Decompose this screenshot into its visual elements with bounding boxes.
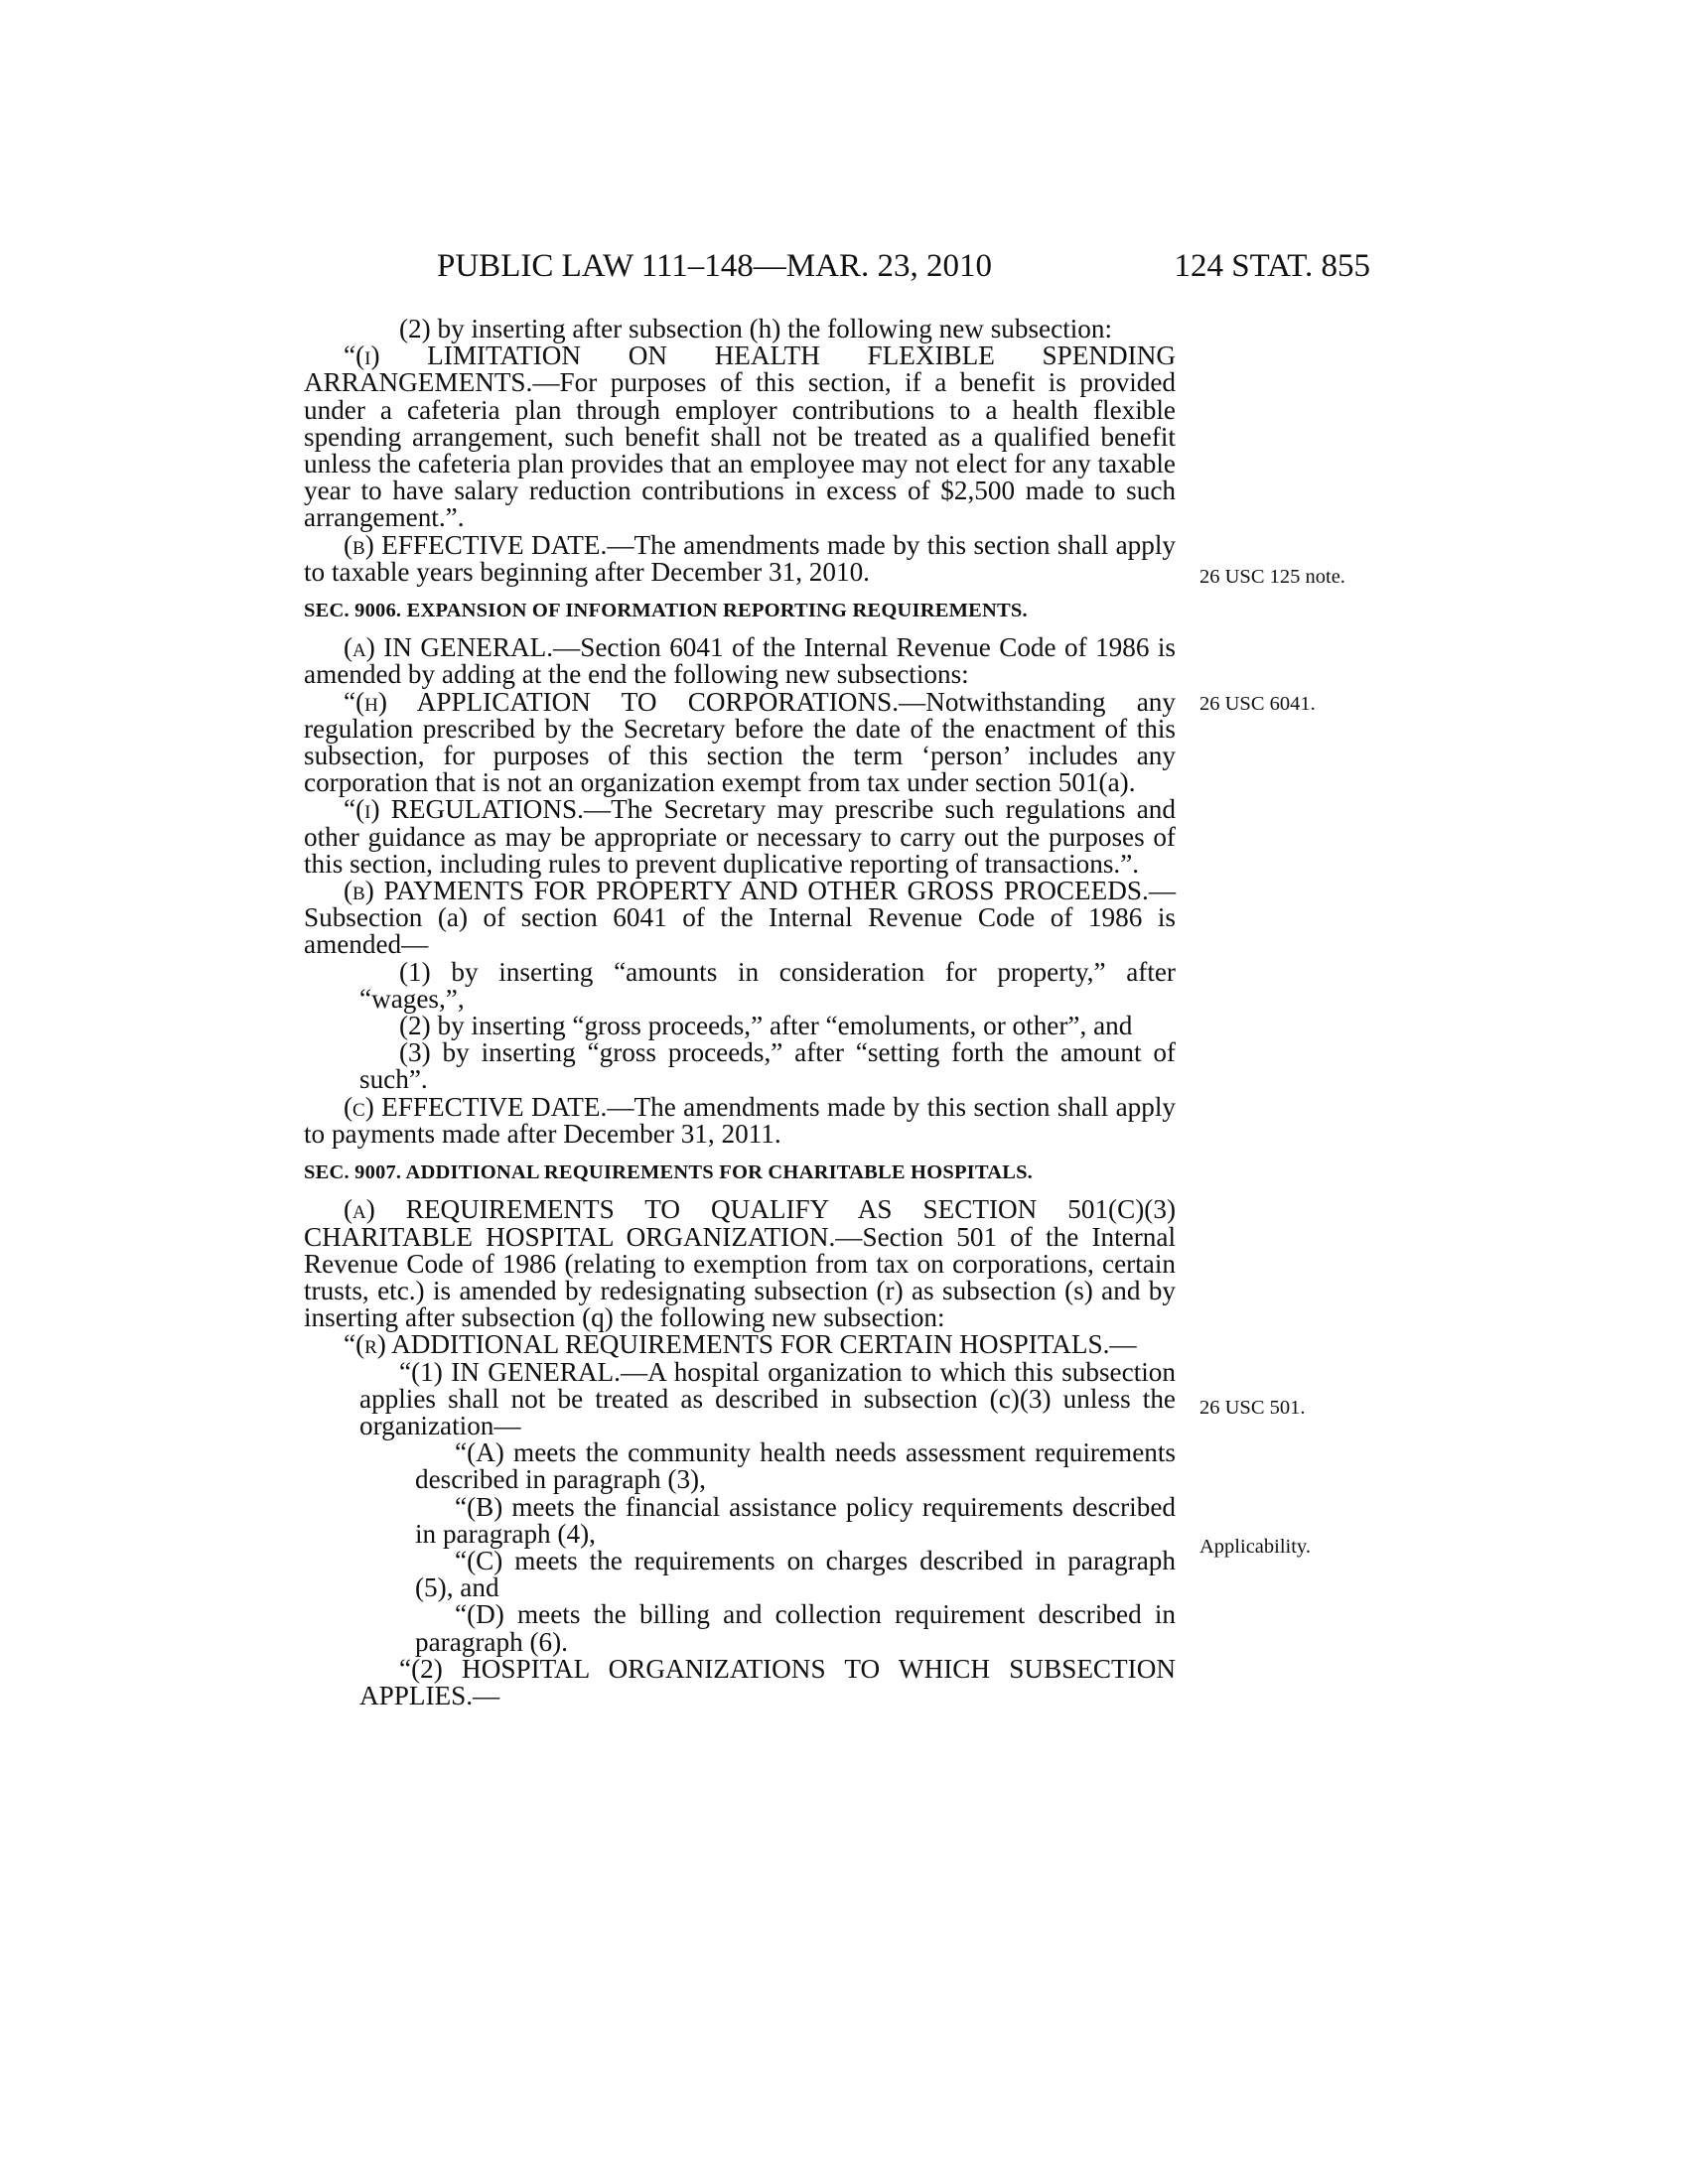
public-law-title: PUBLIC LAW 111–148—MAR. 23, 2010 [437,248,992,284]
paragraph-heading: “(h) APPLICATION TO CORPORATIONS. [344,686,899,717]
document-body [304,316,1176,1709]
paragraph [304,878,1176,959]
paragraph: (1) by inserting “amounts in consideration for property,” after “wages,”, [359,956,1176,1014]
paragraph-text: —Section 6041 of the Internal Revenue Code of 1986 is amended by adding at the end the following new subsections: [304,632,1177,690]
paragraph-heading: (b) EFFECTIVE DATE. [344,529,608,560]
paragraph-heading: (b) PAYMENTS FOR PROPERTY AND OTHER GROSS PROCEEDS. [344,876,1149,906]
paragraph-heading: (c) EFFECTIVE DATE. [344,1091,608,1122]
margin-note: 26 USC 6041. [1199,693,1316,715]
paragraph [304,686,1176,798]
paragraph-text: — Subsection (a) of section 6041 of the Internal Revenue Code of 1986 is amended— [304,876,1176,960]
paragraph: “(D) meets the billing and collection requirement described in paragraph (6). [415,1599,1176,1657]
section-heading: SEC. 9006. EXPANSION OF INFORMATION REPORTING REQUIREMENTS. [304,600,1028,622]
paragraph-text: —A hospital organization to which this subsection applies shall not be treated as described in subsection (c)(3) unless the organization— [359,1356,1176,1440]
paragraph-text: —Section 501 of the Internal Revenue Code of 1986 (relating to exemption from tax on corporations, certain trusts, etc.) is amended by redesignating subsection (r) as subsection (s) and by inserting after subsection (q) the following new subsection: [304,1221,1176,1333]
paragraph-heading: “(1) IN GENERAL. [399,1356,621,1387]
paragraph: “(B) meets the financial assistance policy requirements described in paragraph (4), [415,1491,1176,1549]
paragraph [304,1356,1176,1440]
margin-note: Applicability. [1199,1536,1311,1558]
section-heading: SEC. 9007. ADDITIONAL REQUIREMENTS FOR CHARITABLE HOSPITALS. [304,1161,1034,1184]
paragraph: “(2) HOSPITAL ORGANIZATIONS TO WHICH SUBSECTION APPLIES.— [359,1653,1176,1710]
margin-note: 26 USC 501. [1199,1397,1306,1419]
paragraph: (2) by inserting after subsection (h) the following new subsection: [399,314,1113,343]
running-header [437,248,1370,292]
paragraph-text: —Notwithstanding any regulation prescribed by the Secretary before the date of the enactment of this subsection, for purposes of this section the term ‘person’ includes any corporation that is not an organization exempt from tax under section 501(a). [304,686,1176,798]
paragraph [304,342,1176,531]
margin-note: 26 USC 125 note. [1199,566,1345,588]
paragraph [304,529,1176,587]
paragraph: (2) by inserting “gross proceeds,” after “emoluments, or other”, and [399,1011,1133,1041]
paragraph-text: —The Secretary may prescribe such regulations and other guidance as may be appropriate or necessary to carry out the purposes of this section, including rules to prevent duplicative reporting of transactions.”. [304,794,1176,879]
paragraph: “(C) meets the requirements on charges described in paragraph (5), and [415,1545,1176,1603]
paragraph [304,796,1176,878]
paragraph-heading: (a) REQUIREMENTS TO QUALIFY AS SECTION 501(C)(3) CHARITABLE HOSPITAL ORGANIZATION. [304,1194,1176,1252]
paragraph: (3) by inserting “gross proceeds,” after “setting forth the amount of such”. [359,1037,1176,1095]
paragraph-text: —The amendments made by this section shall apply to taxable years beginning after December 31, 2010. [304,529,1176,587]
paragraph-text: —For purposes of this section, if a benefit is provided under a cafeteria plan through employer contributions to a health flexible spending arrangement, such benefit shall not be treated as a qualified benefit unless the cafeteria plan provides that an employee may not elect for any taxable year to have salary reduction contributions in excess of $2,500 made to such arrangement.”. [304,367,1176,533]
paragraph: “(A) meets the community health needs assessment requirements described in paragraph (3), [415,1437,1176,1495]
paragraph [304,634,1176,688]
paragraph-heading: (a) IN GENERAL. [344,632,554,663]
paragraph: “(r) ADDITIONAL REQUIREMENTS FOR CERTAIN HOSPITALS.— [344,1329,1137,1360]
paragraph-heading: “(i) LIMITATION ON HEALTH FLEXIBLE SPENDING ARRANGEMENTS. [304,341,1176,398]
statute-page-number: 124 STAT. 855 [1174,248,1370,284]
paragraph [304,1196,1176,1331]
paragraph [304,1091,1176,1149]
paragraph-heading: “(i) REGULATIONS. [344,794,584,825]
paragraph-text: —The amendments made by this section shall apply to payments made after December 31, 2011. [304,1091,1176,1149]
